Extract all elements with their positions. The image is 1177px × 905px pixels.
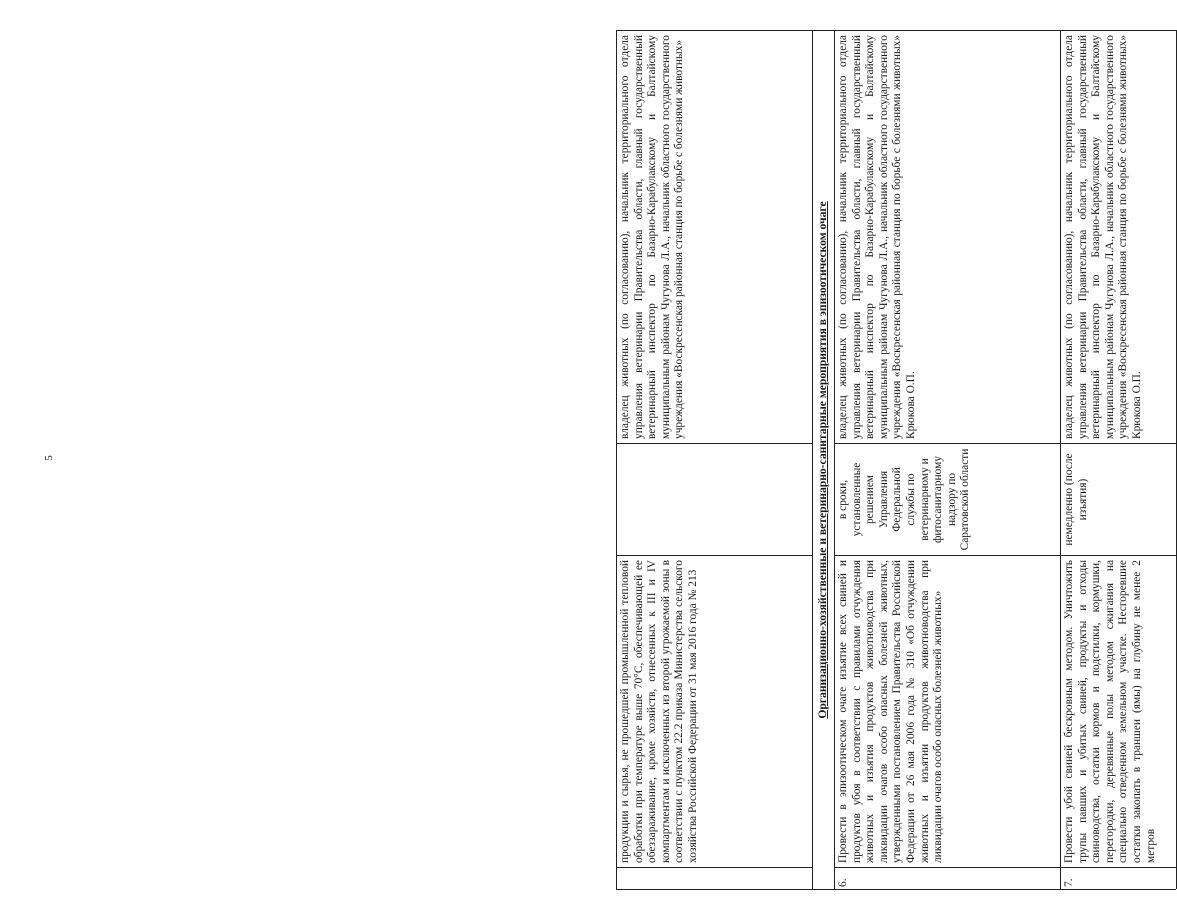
measure-text-continued: продукции и сырья, не прошедшей промышленной тепловой обработки при температуре выше 70°С, обеспечивающей ее обеззараживание, кроме хозяйств, отнесенных к III и IV компартментам и исключенных из второй угрожаемой зоны в соответствии с пунктом 22.2 приказа Министерства сельского хозяйства Российской Федерации от 31 мая 2016 года № 213	[617, 555, 813, 867]
responsible-cell-7: владелец животных (по согласованию), начальник территориального отдела управления ветеринарии Правительства области, главный государственный ветеринарный инспектор по Базарно-Карабулакскому и Балтайскому муниципальным районам Чугунова Л.А., начальник областного государственного учреждения «Воскресенская районная станция по борьбе с болезнями животных» Крюкова О.П.	[1061, 30, 1177, 443]
page-number: 5	[42, 455, 55, 461]
term-cell-6: в сроки, установленные решением Управления Федеральной службы по ветеринарному и фитосанитарному надзору по Саратовской области	[835, 443, 1061, 555]
measures-table	[616, 30, 1176, 890]
measure-text-7: Провести убой свиней бескровным методом. Уничтожить трупы павших и убитых свиней, продукты и отходы свиноводства, остатки кормов и подстилки, кормушки, перегородки, деревянные полы методом сжигания на специально отведенном земельном участке. Несгоревшие остатки закопать в траншеи (ямы) на глубину не менее 2 метров	[1061, 555, 1177, 867]
rotated-page-content	[616, 30, 1176, 890]
section-title: Организационно-хозяйственные и ветеринарно-санитарные мероприятия в эпизоотическом очаге	[813, 30, 835, 889]
responsible-cell-continued: владелец животных (по согласованию), начальник территориального отдела управления ветеринарии Правительства области, главный государственный ветеринарный инспектор по Базарно-Карабулакскому и Балтайскому муниципальным районам Чугунова Л.А., начальник областного государственного учреждения «Воскресенская районная станция по борьбе с болезнями животных»	[617, 30, 813, 443]
term-cell-continued	[617, 443, 813, 555]
row-number-7: 7.	[1061, 867, 1177, 889]
term-cell-7: немедленно (после изъятия)	[1061, 443, 1177, 555]
responsible-cell-6: владелец животных (по согласованию), начальник территориального отдела управления ветеринарии Правительства области, главный государственный ветеринарный инспектор по Базарно-Карабулакскому и Балтайскому муниципальным районам Чугунова Л.А., начальник областного государственного учреждения «Воскресенская районная станция по борьбе с болезнями животных» Крюкова О.П.	[835, 30, 1061, 443]
row-number-6: 6.	[835, 867, 1061, 889]
measure-text-6: Провести в эпизоотическом очаге изъятие всех свиней и продуктов убоя в соответствии с правилами отчуждения животных и изъятия продуктов животноводства при ликвидации очагов особо опасных болезней животных, утвержденными постановлением Правительства Российской Федерации от 26 мая 2006 года № 310 «Об отчуждении животных и изъятии продуктов животноводства при ликвидации очагов особо опасных болезней животных»	[835, 555, 1061, 867]
row-number-continued	[617, 867, 813, 889]
